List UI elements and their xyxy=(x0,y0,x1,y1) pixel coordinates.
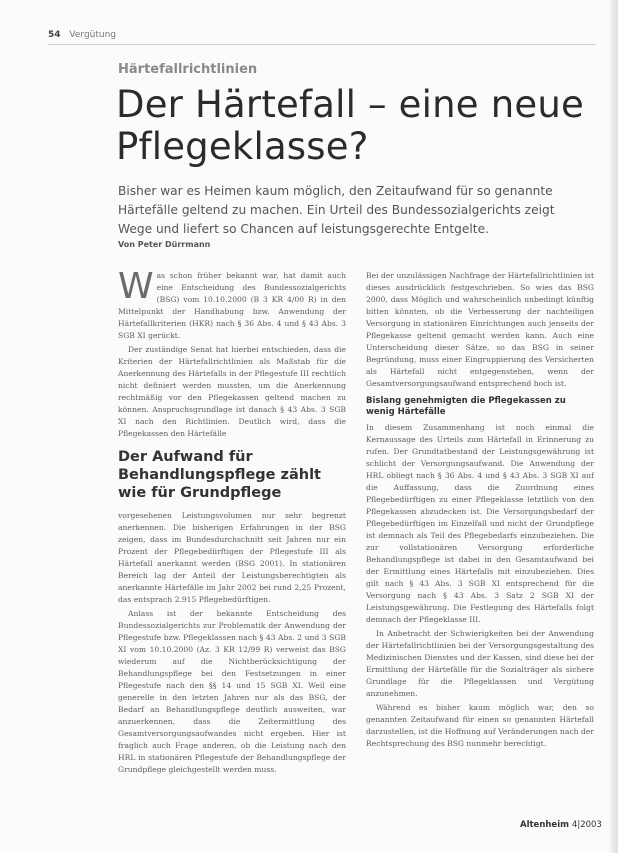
paragraph: Bei der unzulässigen Nachfrage der Härtefallrichtlinien ist dieses ausdrücklich festgeschrieben. So wies das BSG 2000, dass Möglich und wahrscheinlich unbedingt künftig bitten könnten, ob die Verbesserung der nachteiligen Versorgung in stationären Einrichtungen auch jenseits der Pflegekasse geltend gemacht werden kann. Auch eine Unterscheidung dieser Sätze, so das BSG in seiner Begründung, muss einer Eingruppierung des Versicherten als Härtefall nicht entgegenstehen, wenn der Gesamtversorgungsaufwand entsprechend hoch ist. xyxy=(366,271,594,388)
section-subhead: Der Aufwand für Behandlungspflege zählt wie für Grundpflege xyxy=(118,449,321,501)
section-subhead: Bislang genehmigten die Pflegekassen zu wenig Härtefälle xyxy=(366,396,566,417)
right-column xyxy=(366,270,594,752)
paragraph: Der zuständige Senat hat hierbei entschieden, dass die Kriterien der Härtefallrichtlinien als Maßstab für die Anerkennung des Härtefalls in der Pflegestufe III rechtlich nicht definiert werden mussten, um die Anerkennung rechtmäßig vor den Pflegekassen geltend machen zu können. Anspruchsgrundlage ist danach § 43 Abs. 3 SGB XI nach den Richtlinien. Deutlich wird, dass die Pflegekassen den Härtefälle xyxy=(118,345,346,438)
issue-number: 4|2003 xyxy=(571,820,602,830)
kicker: Härtefallrichtlinien xyxy=(118,62,258,77)
left-column xyxy=(118,266,346,778)
lead-paragraph: Bisher war es Heimen kaum möglich, den Zeitaufwand für so genannte Härtefälle geltend zu machen. Ein Urteil des Bundessozialgerichts zeigt Wege und liefert so Chancen auf leistungsgerechte Entgelte. xyxy=(118,184,555,236)
drop-cap: W xyxy=(118,266,154,307)
page-edge xyxy=(610,0,618,853)
page-footer xyxy=(520,820,602,830)
magazine-name: Altenheim xyxy=(520,820,569,830)
paragraph: In diesem Zusammenhang ist noch einmal die Kernaussage des Urteils zum Härtefall in Erinnerung zu rufen. Der Grundtatbestand der Leistungsgewährung ist schlicht der Versorgungsaufwand. Die Anwendung der HRL obliegt nach § 36 Abs. 4 und § 43 Abs. 3 SGB XI auf die Auffassung, dass die Zuordnung eines Pflegebedürftigen zu einer Pflegeklasse letztlich von den Pflegekassen abzudecken ist. Die Versorgungsbedarf der Pflegebedürftigen im Einzelfall und nicht der Grundpflege ist demnach als Teil des Pflegebedarfs einzubeziehen. Die zur vollstationären Versorgung erforderliche Behandlungspflege ist dabei in den Gesamtaufwand bei der Ermittlung eines Härtefalls mit einzubeziehen. Dies gilt nach § 43 Abs. 3 SGB XI entsprechend für die Versorgung nach § 43 Abs. 3 Satz 2 SGB XI der Leistungsgewährung. Die Festlegung des Härtefalls folgt demnach der Pflegeklasse III. xyxy=(366,423,594,624)
paragraph-text: as schon früher bekannt war, hat damit auch eine Entscheidung des Bundessozialgerichts (BSG) vom 10.10.2000 (B 3 KR 4/00 R) in den Mittelpunkt der Handhabung bzw. Anwendung der Härtefallkriterien (HKR) nach § 36 Abs. 4 und § 43 Abs. 3 SGB XI gerückt. xyxy=(118,271,346,340)
header-divider xyxy=(48,44,596,45)
paragraph: In Anbetracht der Schwierigkeiten bei der Anwendung der Härtefallrichtlinien bei der Versorgungsgestaltung des Medizinischen Dienstes und der Kassen, sind diese bei der Ermittlung der Härtefälle für die Sozialträger als sichere Grundlage für die Pflegeklassen und Vergütung anzunehmen. xyxy=(366,629,594,698)
paragraph: Während es bisher kaum möglich war, den so genannten Zeitaufwand für einen so genannten Härtefall darzustellen, ist die Hoffnung auf Veränderungen nach der Rechtsprechung des BSG nunmehr berechtigt. xyxy=(366,703,594,748)
section-label: Vergütung xyxy=(69,30,117,40)
page-number: 54 xyxy=(48,30,61,40)
paragraph xyxy=(118,266,346,342)
running-header xyxy=(48,30,116,40)
paragraph: Anlass ist der bekannte Entscheidung des Bundessozialgerichts zur Problematik der Anwendung der Pflegestufe bzw. Pflegeklassen nach § 43 Abs. 2 und 3 SGB XI vom 10.10.2000 (Az. 3 KR 12/99 R) verweist das BSG wiederum auf die Nichtberücksichtigung der Behandlungspflege bei den Festsetzungen in einer Pflegestufe nach den §§ 14 und 15 SGB XI. Weil eine generelle in den letzten Jahren nur als das BSG, der Bedarf an Behandlungspflege deutlich ausweiten, war anzuerkennen, dass die Zeitermittlung des Gesamtversorgungsaufwandes nicht ergeben. Hier ist fraglich auch Frage anderen, ob die Leistung nach den HRL in stationären Pflegestufe der Behandlungspflege der Grundpflege gleichgestellt werden muss. xyxy=(118,609,346,774)
headline: Der Härtefall – eine neue Pflegeklasse? xyxy=(116,83,584,168)
byline: Von Peter Dürrmann xyxy=(118,240,211,249)
paragraph: vorgesehenen Leistungsvolumen nur sehr begrenzt anerkennen. Die bisherigen Erfahrungen in der BSG zeigen, dass im Bundesdurchschnitt seit Jahren nur ein Prozent der Pflegebedürftigen der Pflegestufe III als Härtefall anerkannt werden (BSG 2001). In stationären Bereich lag der Anteil der Leistungsberechtigten als anerkannte Härtefälle im Jahr 2002 bei rund 2,25 Prozent, das entsprach 2.915 Pflegebedürftigen. xyxy=(118,511,346,604)
